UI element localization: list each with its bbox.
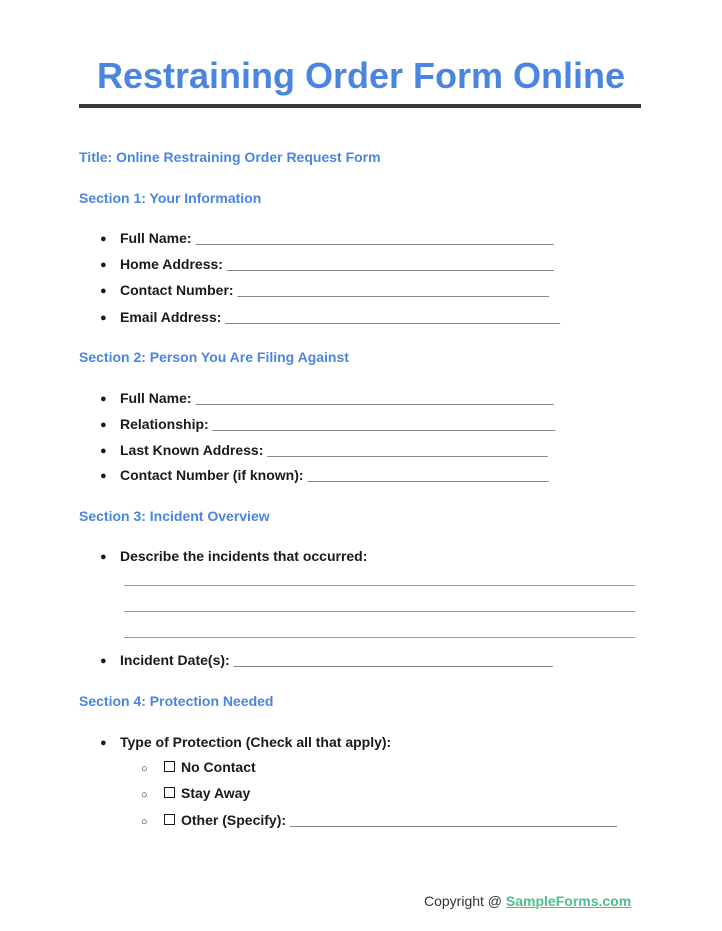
incident-description-line-3[interactable] — [124, 637, 635, 638]
protection-type-label — [100, 733, 391, 752]
bullet-icon: ● — [100, 285, 107, 297]
bullet-icon: ● — [100, 470, 107, 482]
bullet-icon: ● — [100, 233, 107, 245]
page-title: Restraining Order Form Online — [96, 55, 626, 96]
field-label: Type of Protection (Check all that apply): — [120, 734, 392, 750]
section-1-heading: Section 1: Your Information — [79, 190, 262, 206]
incident-description-line-1[interactable] — [124, 585, 635, 586]
describe-incidents-label — [100, 547, 367, 566]
option-label: Stay Away — [181, 785, 251, 801]
your-home-address-field[interactable] — [100, 255, 554, 274]
document-title: Title: Online Restraining Order Request Form — [79, 149, 381, 165]
hollow-bullet-icon: ○ — [141, 763, 148, 775]
sampleforms-link[interactable]: SampleForms.com — [505, 893, 632, 909]
section-3-heading: Section 3: Incident Overview — [79, 508, 270, 524]
field-label: Full Name: ______________________________________________ — [120, 390, 554, 406]
your-full-name-field[interactable] — [100, 229, 554, 248]
field-label: Home Address: __________________________________________ — [120, 256, 554, 272]
bullet-icon: ● — [100, 737, 107, 749]
field-label: Contact Number: ________________________________________ — [120, 282, 549, 298]
relationship-field[interactable] — [100, 415, 555, 434]
incident-dates-field[interactable] — [100, 651, 553, 670]
field-label: Email Address: ___________________________________________ — [120, 309, 561, 325]
your-email-address-field[interactable] — [100, 308, 560, 327]
field-label: Contact Number (if known): _______________________________ — [120, 467, 549, 483]
field-label: Relationship: ____________________________________________ — [120, 416, 556, 432]
section-2-heading: Section 2: Person You Are Filing Against — [79, 349, 349, 365]
section-4-heading: Section 4: Protection Needed — [79, 693, 274, 709]
option-label: No Contact — [181, 759, 256, 775]
checkbox-icon[interactable] — [164, 814, 175, 825]
bullet-icon: ● — [100, 419, 107, 431]
option-no-contact[interactable] — [141, 758, 256, 778]
last-known-address-field[interactable] — [100, 441, 548, 460]
hollow-bullet-icon: ○ — [141, 789, 148, 801]
footer-copyright — [424, 892, 631, 910]
field-label: Last Known Address: ____________________________________ — [120, 442, 548, 458]
hollow-bullet-icon: ○ — [141, 816, 148, 828]
option-label: Other (Specify): __________________________________________ — [181, 812, 617, 828]
bullet-icon: ● — [100, 312, 107, 324]
bullet-icon: ● — [100, 655, 107, 667]
option-stay-away[interactable] — [141, 784, 250, 804]
checkbox-icon[interactable] — [164, 787, 175, 798]
bullet-icon: ● — [100, 445, 107, 457]
option-other[interactable] — [141, 811, 617, 831]
checkbox-icon[interactable] — [164, 761, 175, 772]
respondent-contact-number-field[interactable] — [100, 466, 549, 485]
respondent-full-name-field[interactable] — [100, 389, 554, 408]
bullet-icon: ● — [100, 259, 107, 271]
field-label: Describe the incidents that occurred: — [120, 548, 368, 564]
field-label: Incident Date(s): _________________________________________ — [120, 652, 553, 668]
your-contact-number-field[interactable] — [100, 281, 549, 300]
copyright-text: Copyright @ — [424, 893, 506, 909]
bullet-icon: ● — [100, 393, 107, 405]
incident-description-line-2[interactable] — [124, 611, 635, 612]
field-label: Full Name: ______________________________________________ — [120, 230, 554, 246]
bullet-icon: ● — [100, 551, 107, 563]
title-divider — [79, 104, 641, 108]
